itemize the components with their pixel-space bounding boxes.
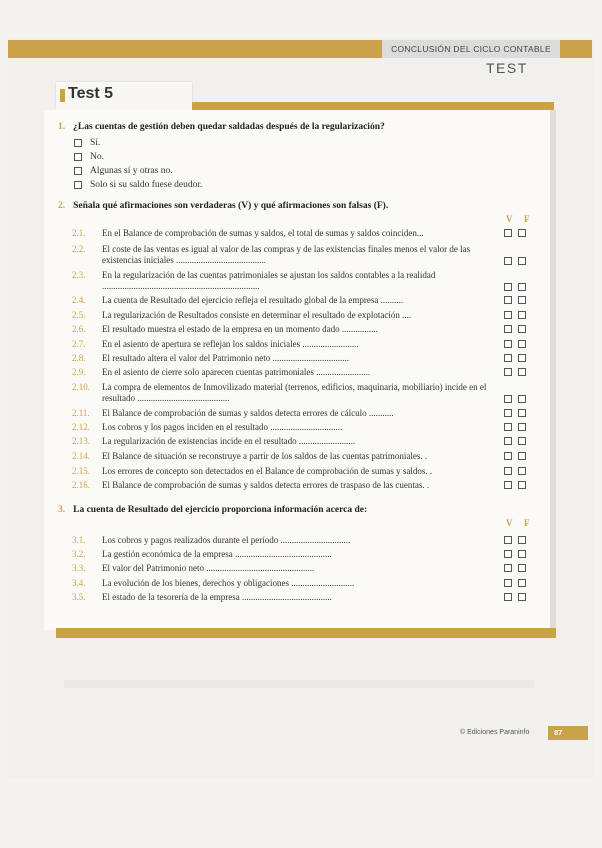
statement-number: 2.15. xyxy=(72,466,90,476)
false-checkbox[interactable] xyxy=(518,409,526,417)
false-checkbox[interactable] xyxy=(518,564,526,572)
false-checkbox[interactable] xyxy=(518,354,526,362)
vf-checkboxes xyxy=(504,229,526,237)
statement-number: 2.14. xyxy=(72,451,90,461)
option-label: No. xyxy=(90,152,104,162)
true-checkbox[interactable] xyxy=(504,409,512,417)
statement-text: En el asiento de apertura se reflejan los saldos iniciales ......................... xyxy=(102,339,359,349)
test-title: Test 5 xyxy=(68,85,114,102)
tab-marker xyxy=(60,89,65,102)
true-checkbox[interactable] xyxy=(504,283,512,291)
statement-text: Los cobros y los pagos inciden en el resultado ................................ xyxy=(102,422,343,432)
false-checkbox[interactable] xyxy=(518,452,526,460)
false-checkbox[interactable] xyxy=(518,423,526,431)
vf-checkboxes xyxy=(504,368,526,376)
statement-text: El resultado altera el valor del Patrimonio neto .................................. xyxy=(102,353,349,363)
vf-checkboxes xyxy=(504,536,526,544)
statement-number: 3.4. xyxy=(72,578,86,588)
vf-checkboxes xyxy=(504,423,526,431)
question-text: La cuenta de Resultado del ejercicio proporciona información acerca de: xyxy=(73,505,368,515)
vf-checkboxes xyxy=(504,325,526,333)
question-number: 3. xyxy=(58,505,66,515)
page-number: 87 xyxy=(548,726,588,740)
statement-text: El valor del Patrimonio neto ................................................ xyxy=(102,563,315,573)
statement-number: 3.5. xyxy=(72,592,86,602)
true-checkbox[interactable] xyxy=(504,593,512,601)
statement-number: 3.1. xyxy=(72,535,86,545)
true-checkbox[interactable] xyxy=(504,257,512,265)
false-checkbox[interactable] xyxy=(518,481,526,489)
vf-checkboxes xyxy=(504,296,526,304)
statement-number: 2.16. xyxy=(72,480,90,490)
vf-checkboxes xyxy=(504,579,526,587)
v-header: V xyxy=(506,518,513,528)
statement-text: El estado de la tesorería de la empresa ........................................ xyxy=(102,592,332,602)
statement-text: En la regularización de las cuentas patrimoniales se ajustan los saldos contables a la realidad ...................................................................... xyxy=(102,270,436,291)
vf-checkboxes xyxy=(504,593,526,601)
statement-text: La cuenta de Resultado del ejercicio refleja el resultado global de la empresa .......... xyxy=(102,295,404,305)
f-header: F xyxy=(524,214,530,224)
false-checkbox[interactable] xyxy=(518,368,526,376)
question-number: 2. xyxy=(58,201,66,211)
vf-checkboxes xyxy=(504,395,526,403)
checkbox[interactable] xyxy=(74,153,82,161)
statement-number: 2.4. xyxy=(72,295,86,305)
statement-number: 2.6. xyxy=(72,324,86,334)
question-1 xyxy=(58,122,385,132)
false-checkbox[interactable] xyxy=(518,395,526,403)
true-checkbox[interactable] xyxy=(504,325,512,333)
true-checkbox[interactable] xyxy=(504,564,512,572)
vf-checkboxes xyxy=(504,409,526,417)
header-bar-tail xyxy=(562,40,592,58)
vf-checkboxes xyxy=(504,311,526,319)
statement-text: Los cobros y pagos realizados durante el período ............................... xyxy=(102,535,351,545)
false-checkbox[interactable] xyxy=(518,536,526,544)
vf-checkboxes xyxy=(504,467,526,475)
false-checkbox[interactable] xyxy=(518,467,526,475)
statement-number: 3.3. xyxy=(72,563,86,573)
statement-number: 2.13. xyxy=(72,436,90,446)
false-checkbox[interactable] xyxy=(518,296,526,304)
statement-text: El coste de las ventas es igual al valor de las compras y de las existencias finales menos el valor de las existencias iniciales ........................................ xyxy=(102,244,471,265)
option-label: Sí. xyxy=(90,138,101,148)
false-checkbox[interactable] xyxy=(518,593,526,601)
statement-number: 2.11. xyxy=(72,408,90,418)
vf-checkboxes xyxy=(504,550,526,558)
statement-number: 2.8. xyxy=(72,353,86,363)
statement-text: En el Balance de comprobación de sumas y saldos, el total de sumas y saldos coinciden... xyxy=(102,228,424,238)
option-4[interactable] xyxy=(74,180,202,190)
checkbox[interactable] xyxy=(74,181,82,189)
statement-text: El resultado muestra el estado de la empresa en un momento dado ................ xyxy=(102,324,378,334)
test-tab xyxy=(56,82,192,110)
checkbox[interactable] xyxy=(74,167,82,175)
vf-checkboxes xyxy=(504,340,526,348)
statement-text: La evolución de los bienes, derechos y obligaciones ............................ xyxy=(102,578,355,588)
question-text: Señala qué afirmaciones son verdaderas (V) y qué afirmaciones son falsas (F). xyxy=(73,201,389,211)
false-checkbox[interactable] xyxy=(518,579,526,587)
vf-checkboxes xyxy=(504,283,526,291)
false-checkbox[interactable] xyxy=(518,340,526,348)
question-3 xyxy=(58,505,367,515)
option-label: Solo si su saldo fuese deudor. xyxy=(90,180,203,190)
faded-background-text xyxy=(64,680,534,688)
false-checkbox[interactable] xyxy=(518,229,526,237)
true-checkbox[interactable] xyxy=(504,311,512,319)
option-3[interactable] xyxy=(74,166,173,176)
statement-number: 3.2. xyxy=(72,549,86,559)
true-checkbox[interactable] xyxy=(504,481,512,489)
true-checkbox[interactable] xyxy=(504,467,512,475)
statement-text: La compra de elementos de Inmovilizado material (terrenos, edificios, maquinaria, mobiliario) incide en el resultado ......................................... xyxy=(102,382,487,403)
tab-bar xyxy=(192,102,554,110)
statement-number: 2.10. xyxy=(72,382,90,392)
false-checkbox[interactable] xyxy=(518,283,526,291)
f-header: F xyxy=(524,518,530,528)
question-number: 1. xyxy=(58,122,66,132)
true-checkbox[interactable] xyxy=(504,296,512,304)
statement-number: 2.1. xyxy=(72,228,86,238)
statement-text: La regularización de Resultados consiste en determinar el resultado de explotación .... xyxy=(102,310,412,320)
false-checkbox[interactable] xyxy=(518,550,526,558)
true-checkbox[interactable] xyxy=(504,452,512,460)
card-bottom-bar xyxy=(56,628,556,638)
vf-checkboxes xyxy=(504,354,526,362)
statement-text: La gestión económica de la empresa ........................................... xyxy=(102,549,332,559)
vf-checkboxes xyxy=(504,481,526,489)
true-checkbox[interactable] xyxy=(504,340,512,348)
true-checkbox[interactable] xyxy=(504,536,512,544)
vf-checkboxes xyxy=(504,564,526,572)
true-checkbox[interactable] xyxy=(504,368,512,376)
true-checkbox[interactable] xyxy=(504,437,512,445)
statement-text: El Balance de comprobación de sumas y saldos detecta errores de cálculo ........... xyxy=(102,408,394,418)
checkbox[interactable] xyxy=(74,139,82,147)
option-label: Algunas sí y otras no. xyxy=(90,166,173,176)
true-checkbox[interactable] xyxy=(504,395,512,403)
vf-checkboxes xyxy=(504,452,526,460)
statement-text: El Balance de situación se reconstruye a partir de los saldos de las cuentas patrimoniales. . xyxy=(102,451,428,461)
statement-number: 2.5. xyxy=(72,310,86,320)
statement-text: La regularización de existencias incide en el resultado ......................... xyxy=(102,436,356,446)
vf-checkboxes xyxy=(504,257,526,265)
true-checkbox[interactable] xyxy=(504,423,512,431)
section-label: TEST xyxy=(486,60,528,76)
question-text: ¿Las cuentas de gestión deben quedar saldadas después de la regularización? xyxy=(73,122,385,132)
false-checkbox[interactable] xyxy=(518,437,526,445)
question-2 xyxy=(58,201,388,211)
statement-number: 2.9. xyxy=(72,367,86,377)
statement-number: 2.12. xyxy=(72,422,90,432)
statement-number: 2.3. xyxy=(72,270,86,280)
option-1[interactable] xyxy=(74,138,100,148)
false-checkbox[interactable] xyxy=(518,311,526,319)
chapter-title: CONCLUSIÓN DEL CICLO CONTABLE xyxy=(382,40,560,58)
v-header: V xyxy=(506,214,513,224)
true-checkbox[interactable] xyxy=(504,354,512,362)
true-checkbox[interactable] xyxy=(504,550,512,558)
publisher-credit: © Ediciones Paraninfo xyxy=(460,729,530,736)
statement-number: 2.2. xyxy=(72,244,86,254)
false-checkbox[interactable] xyxy=(518,257,526,265)
option-2[interactable] xyxy=(74,152,104,162)
statement-text: En el asiento de cierre solo aparecen cuentas patrimoniales ........................ xyxy=(102,367,371,377)
vf-checkboxes xyxy=(504,437,526,445)
true-checkbox[interactable] xyxy=(504,229,512,237)
false-checkbox[interactable] xyxy=(518,325,526,333)
true-checkbox[interactable] xyxy=(504,579,512,587)
statement-text: Los errores de concepto son detectados en el Balance de comprobación de sumas y saldos. . xyxy=(102,466,433,476)
statement-text: El Balance de comprobación de sumas y saldos detecta errores de traspaso de las cuentas. . xyxy=(102,480,430,490)
statement-number: 2.7. xyxy=(72,339,86,349)
